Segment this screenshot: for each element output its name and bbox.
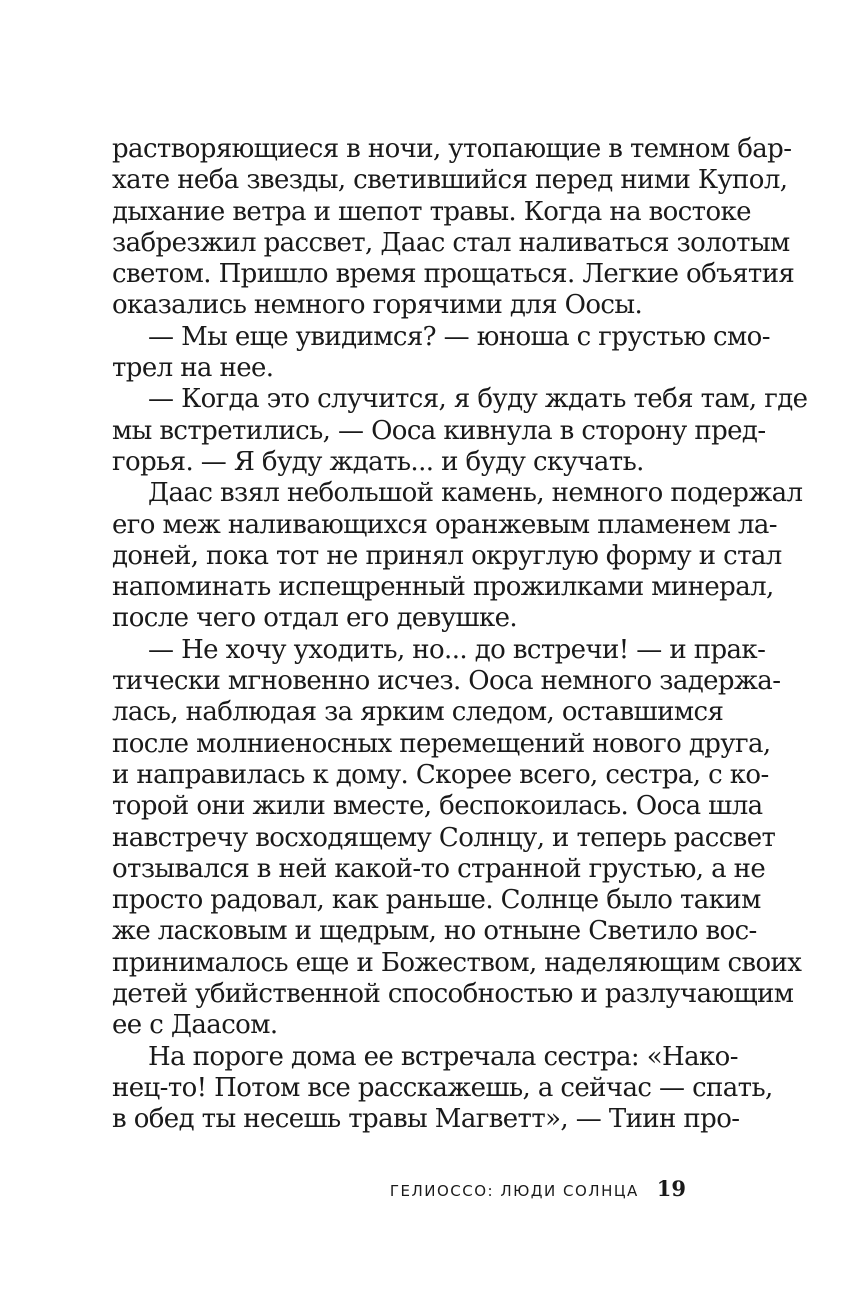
text-line: отзывался в ней какой-то странной грустью, а не [112, 853, 766, 884]
text-line: оказались немного горячими для Оосы. [112, 290, 643, 321]
text-line: ее с Даасом. [112, 1010, 278, 1041]
text-line: после молниеносных перемещений нового друга, [112, 728, 771, 759]
text-line: доней, пока тот не принял округлую форму и стал [112, 540, 782, 571]
text-line: детей убийственной способностью и разлучающим [112, 979, 794, 1010]
text-line: просто радовал, как раньше. Солнце было таким [112, 885, 761, 916]
text-line: и направилась к дому. Скорее всего, сестра, с ко- [112, 759, 769, 790]
running-head: ГЕЛИОССО: ЛЮДИ СОЛНЦА [389, 1182, 639, 1200]
text-line: его меж наливающихся оранжевым пламенем ла- [112, 509, 777, 540]
text-line: трел на нее. [112, 353, 274, 384]
text-line: принималось еще и Божеством, наделяющим своих [112, 947, 802, 978]
text-line: — Не хочу уходить, но... до встречи! — и прак- [148, 634, 766, 665]
text-line: Даас взял небольшой камень, немного подержал [148, 478, 803, 509]
text-line: хате неба звезды, светившийся перед ними Купол, [112, 165, 788, 196]
text-line: На пороге дома ее встречала сестра: «Нако- [148, 1041, 738, 1072]
text-line: после чего отдал его девушке. [112, 603, 518, 634]
text-line: — Когда это случится, я буду ждать тебя там, где [148, 384, 808, 415]
page-footer [390, 1176, 686, 1201]
text-line: — Мы еще увидимся? — юноша с грустью смо- [148, 321, 770, 352]
text-line: в обед ты несешь травы Магветт», — Тиин про- [112, 1104, 740, 1135]
text-line: нец-то! Потом все расскажешь, а сейчас — спать, [112, 1072, 773, 1103]
page-number: 19 [656, 1176, 686, 1201]
text-line: тически мгновенно исчез. Ооса немного задержа- [112, 666, 781, 697]
text-line: навстречу восходящему Солнцу, и теперь рассвет [112, 822, 776, 853]
text-line: напоминать испещренный прожилками минерал, [112, 572, 774, 603]
text-line: горья. — Я буду ждать... и буду скучать. [112, 446, 644, 477]
text-line: светом. Пришло время прощаться. Легкие объятия [112, 259, 795, 290]
text-line: мы встретились, — Ооса кивнула в сторону пред- [112, 415, 766, 446]
text-line: дыхание ветра и шепот травы. Когда на востоке [112, 196, 751, 227]
body-text [112, 134, 808, 1136]
text-line: растворяющиеся в ночи, утопающие в темном бар- [112, 134, 792, 164]
text-line: лась, наблюдая за ярким следом, оставшимся [112, 697, 724, 728]
text-line: торой они жили вместе, беспокоилась. Ооса шла [112, 791, 763, 822]
text-line: же ласковым и щедрым, но отныне Светило вос- [112, 916, 757, 947]
text-line: забрезжил рассвет, Даас стал наливаться золотым [112, 227, 790, 258]
